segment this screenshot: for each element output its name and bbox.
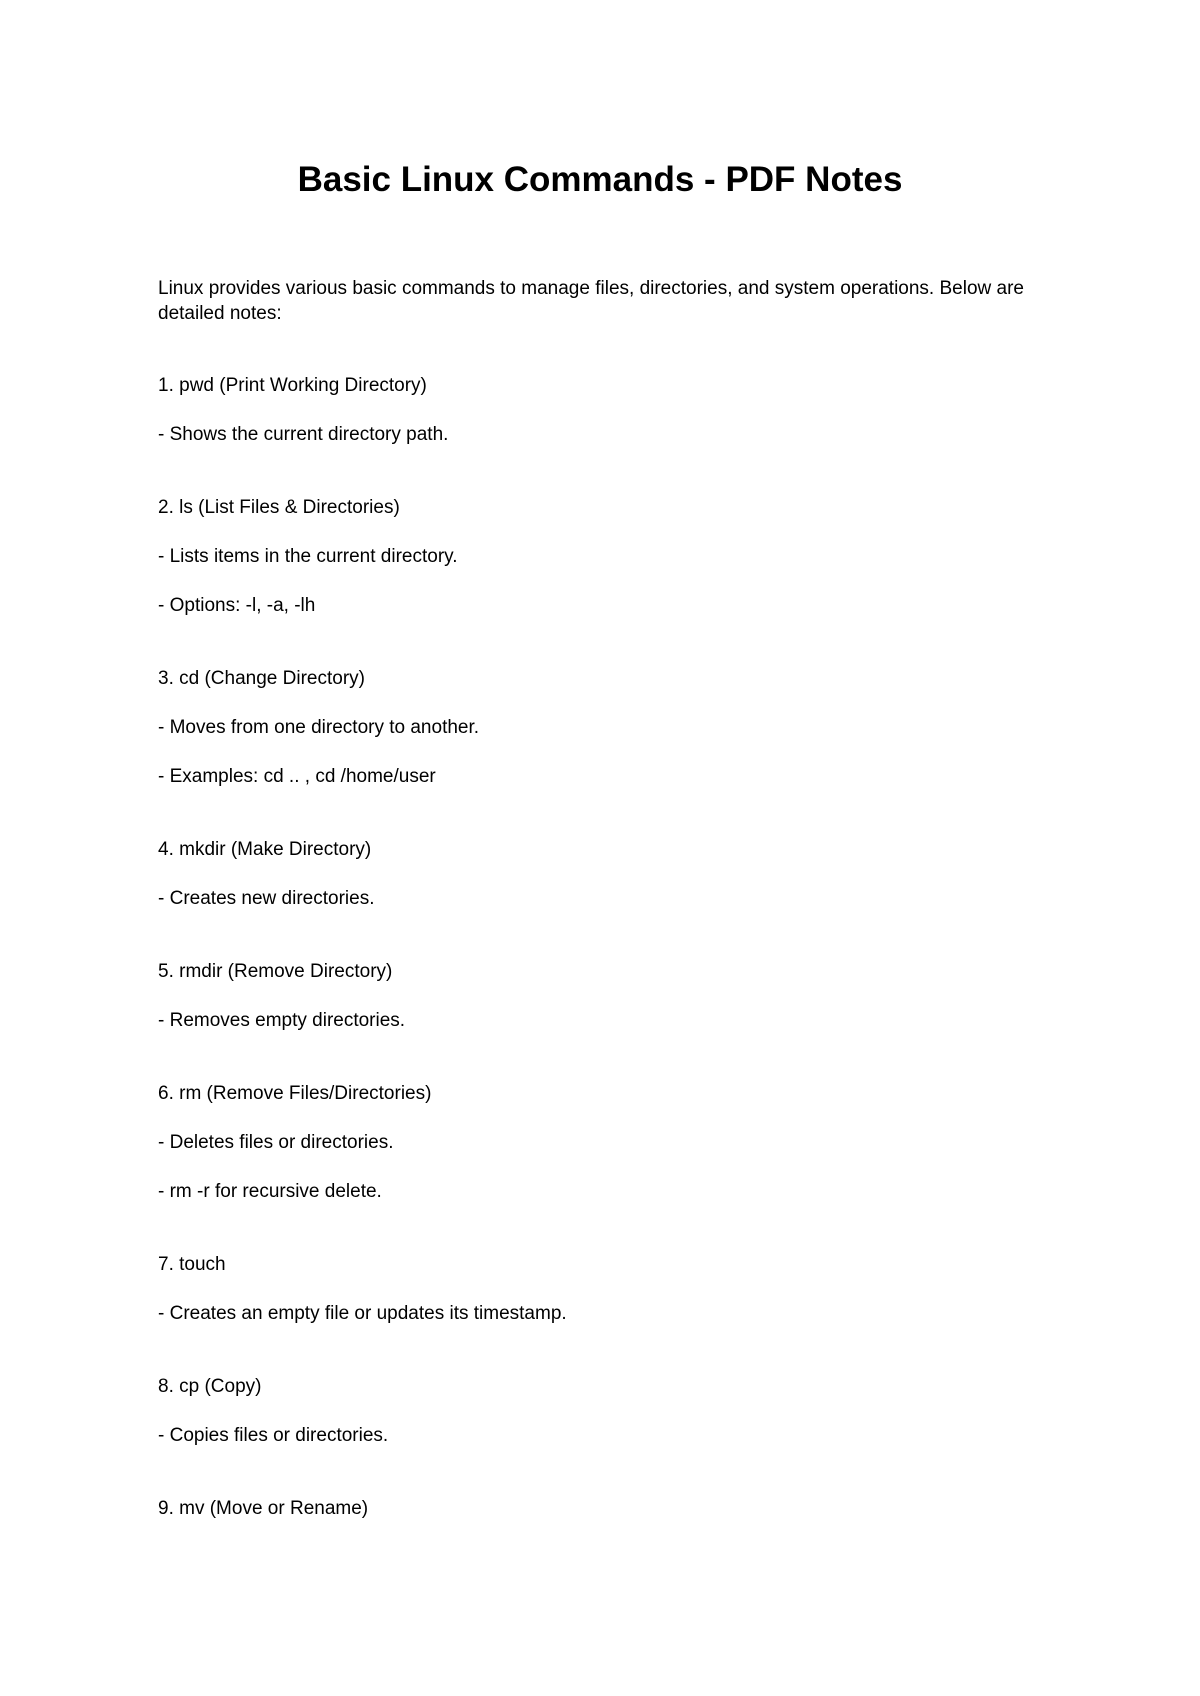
section-heading: 4. mkdir (Make Directory) xyxy=(158,839,372,860)
section-heading: 1. pwd (Print Working Directory) xyxy=(158,375,427,396)
section-heading: 6. rm (Remove Files/Directories) xyxy=(158,1083,432,1104)
section-note: - Moves from one directory to another. xyxy=(158,717,480,738)
section-note: - Removes empty directories. xyxy=(158,1010,406,1031)
section-heading: 8. cp (Copy) xyxy=(158,1376,262,1397)
section-heading: 3. cd (Change Directory) xyxy=(158,668,365,689)
section-heading: 9. mv (Move or Rename) xyxy=(158,1498,369,1519)
section-note: - Lists items in the current directory. xyxy=(158,546,458,567)
section-note: - rm -r for recursive delete. xyxy=(158,1181,382,1202)
section-note: - Creates an empty file or updates its timestamp. xyxy=(158,1303,567,1324)
section-note: - Shows the current directory path. xyxy=(158,424,449,445)
section-note: - Copies files or directories. xyxy=(158,1425,389,1446)
section-heading: 5. rmdir (Remove Directory) xyxy=(158,961,393,982)
section-note: - Examples: cd .. , cd /home/user xyxy=(158,766,436,787)
section-note: - Options: -l, -a, -lh xyxy=(158,595,316,616)
document-title: Basic Linux Commands - PDF Notes xyxy=(297,160,903,199)
section-note: - Deletes files or directories. xyxy=(158,1132,394,1153)
section-note: - Creates new directories. xyxy=(158,888,375,909)
section-heading: 2. ls (List Files & Directories) xyxy=(158,497,400,518)
section-heading: 7. touch xyxy=(158,1254,226,1275)
intro-paragraph: Linux provides various basic commands to manage files, directories, and system operations. Below are detailed notes: xyxy=(158,278,1024,324)
